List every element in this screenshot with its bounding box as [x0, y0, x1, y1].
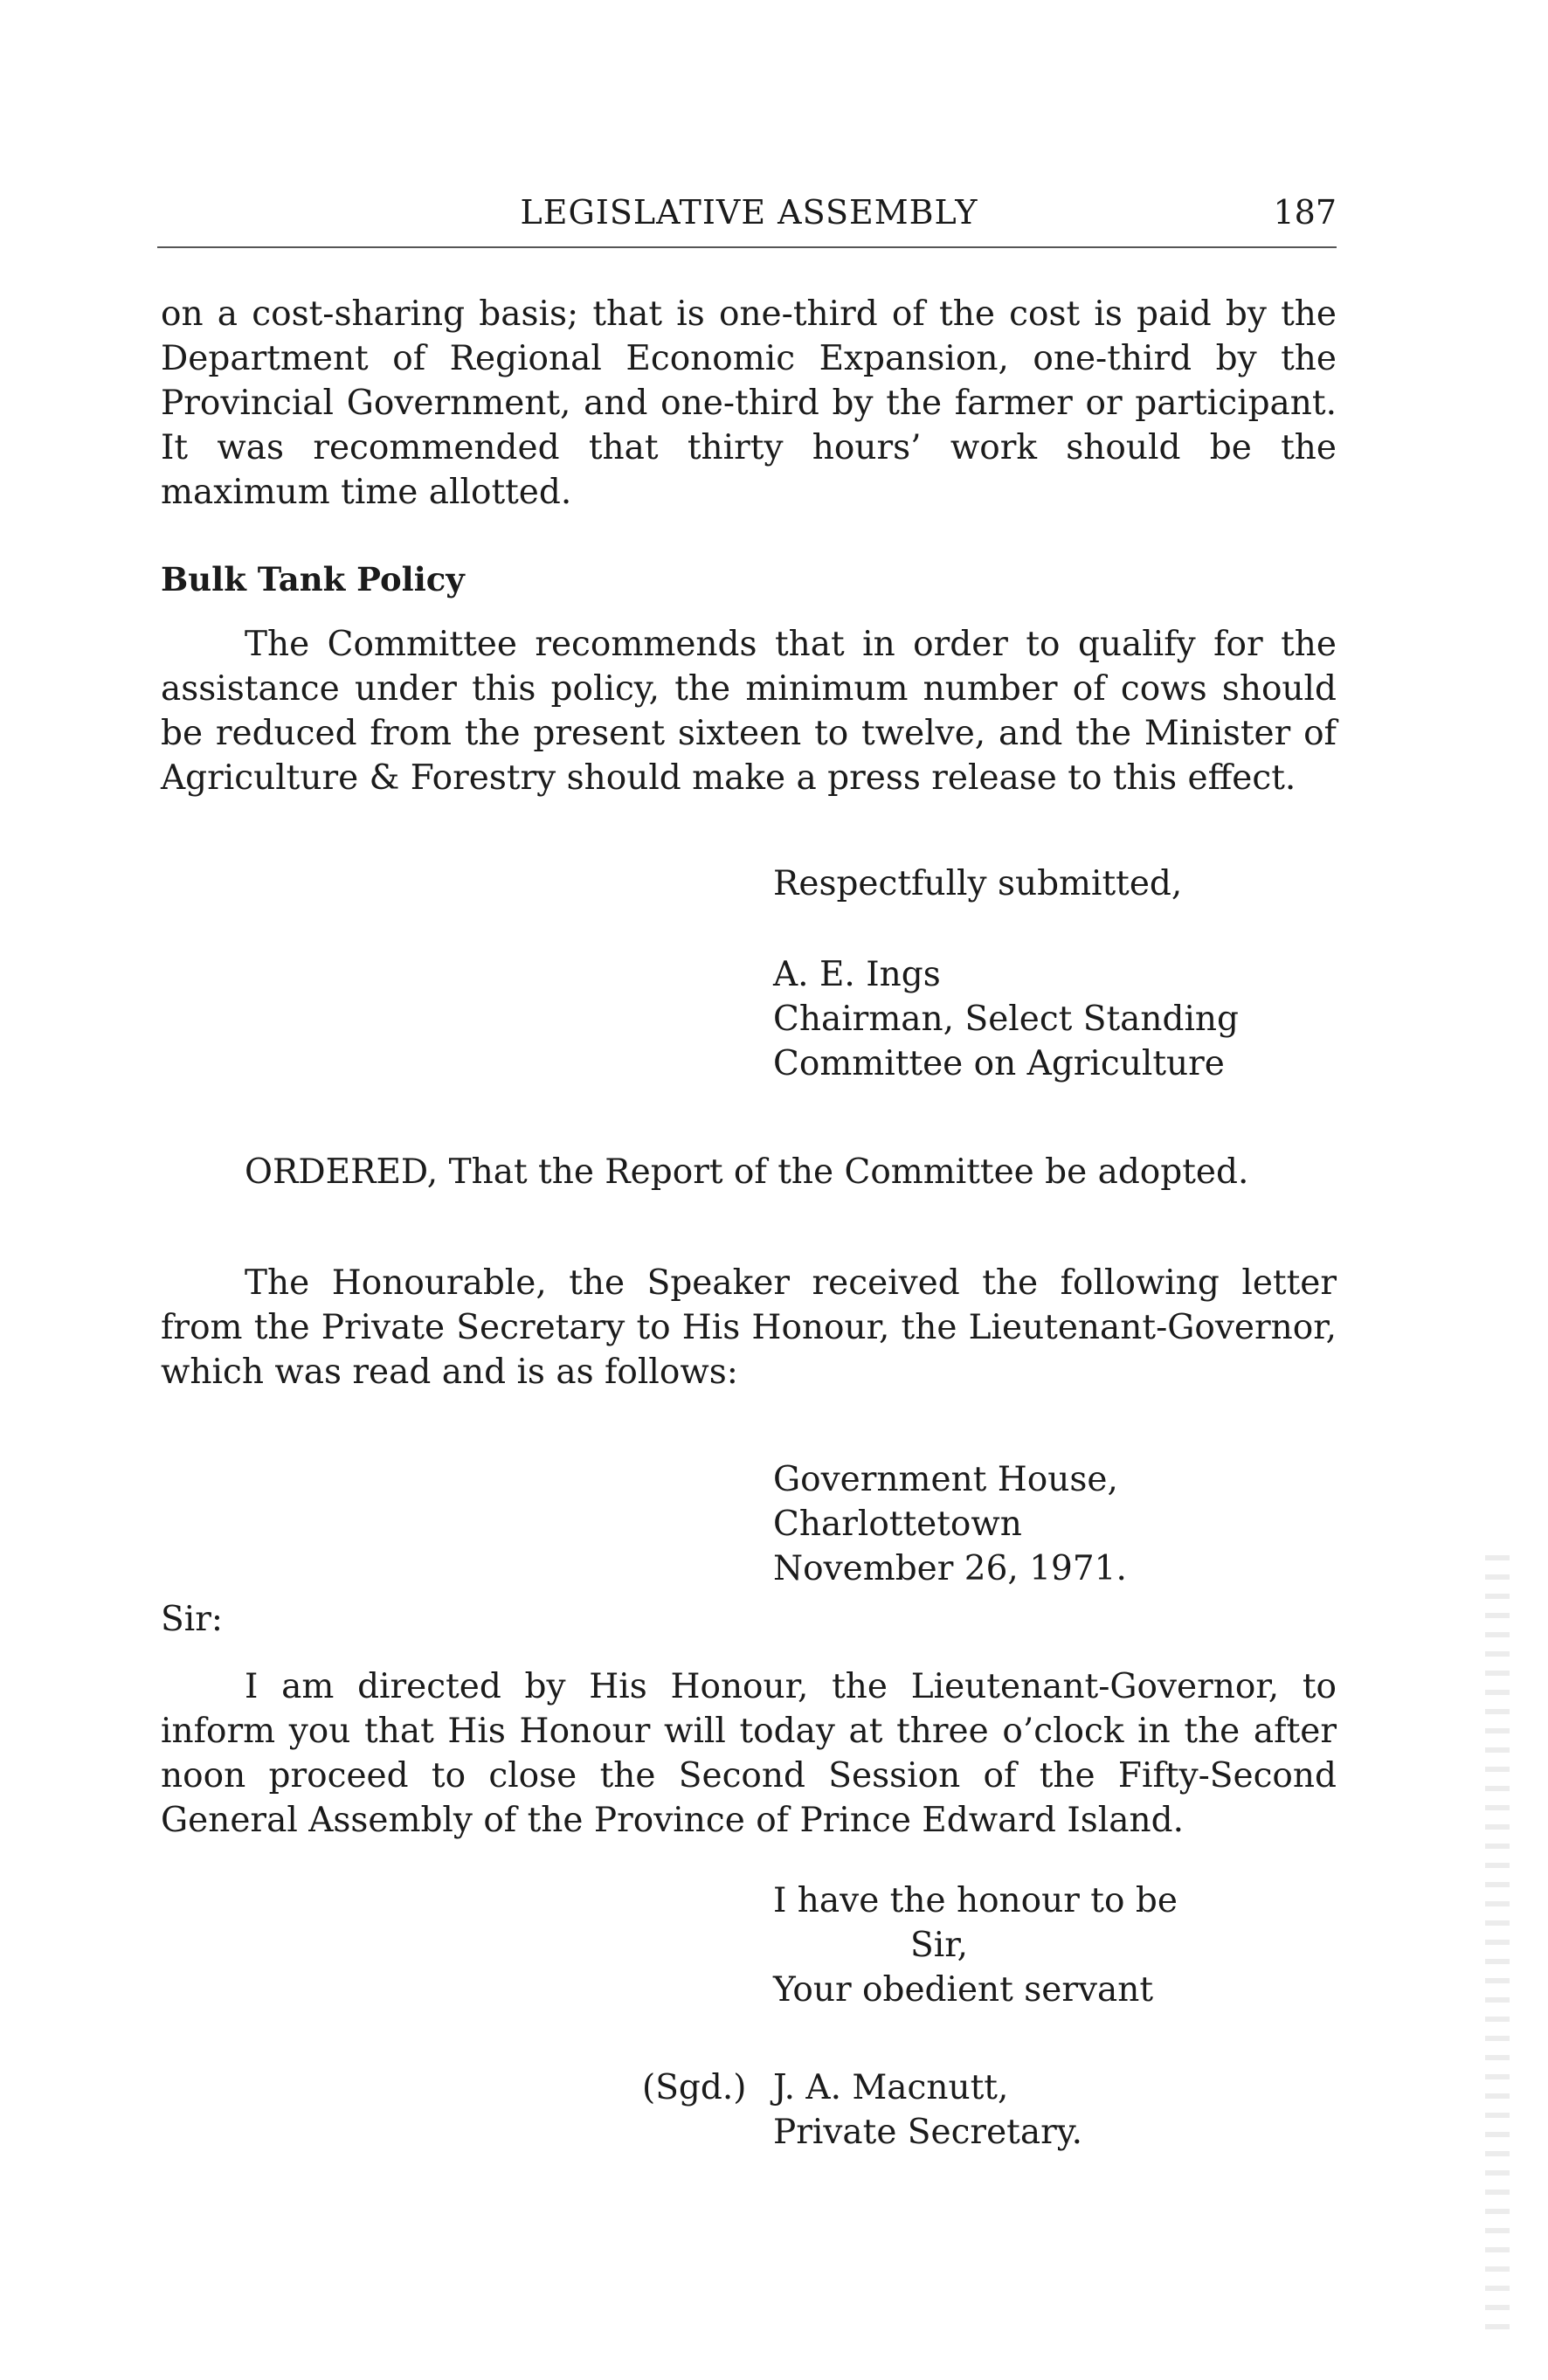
section-heading: Bulk Tank Policy — [161, 560, 465, 598]
signer-title: Private Secretary. — [773, 2113, 1082, 2152]
letter-salutation: Sir: — [161, 1600, 223, 1639]
address-line2: Charlottetown — [773, 1505, 1022, 1544]
ordered-paragraph: ORDERED, That the Report of the Committee be adopted. — [245, 1152, 1249, 1192]
closing-line2: Sir, — [910, 1926, 968, 1965]
signer-name: J. A. Macnutt, — [773, 2068, 1009, 2107]
closing-line3: Your obedient servant — [773, 1970, 1154, 2010]
page-header — [162, 187, 1337, 238]
signature-closing: Respectfully submitted, — [773, 864, 1183, 903]
letter-signer — [773, 2065, 1082, 2155]
letter-address — [773, 1457, 1127, 1591]
letter-date: November 26, 1971. — [773, 1549, 1127, 1588]
signature-title-line1: Chairman, Select Standing — [773, 1000, 1240, 1039]
signature-title-line2: Committee on Agriculture — [773, 1044, 1225, 1083]
bulk-tank-paragraph: The Committee recommends that in order to qualify for the assistance under this policy, the minimum number of cows should be reduced from the present sixteen to twelve, and the Minister of Agriculture & Forestry should make a press release to this effect. — [161, 625, 1337, 798]
scan-edge-artifact — [1485, 1555, 1510, 2342]
letter-body: I am directed by His Honour, the Lieutenant-Governor, to inform you that His Honour will today at three o’clock in the after noon proceed to close the Second Session of the Fifty-Second General Assembly of the Province of Prince Edward Island. — [161, 1667, 1337, 1840]
speaker-paragraph: The Honourable, the Speaker received the following letter from the Private Secretary to His Honour, the Lieutenant-Governor, which was read and is as follows: — [161, 1263, 1337, 1392]
intro-paragraph: on a cost-sharing basis; that is one-third of the cost is paid by the Department of Regional Economic Expansion, one-third by the Provincial Government, and one-third by the farmer or participant. It was recommended that thirty hours’ work should be the maximum time allotted. — [161, 294, 1337, 512]
signature-name: A. E. Ings — [773, 955, 941, 994]
running-title: LEGISLATIVE ASSEMBLY — [520, 193, 978, 232]
address-line1: Government House, — [773, 1460, 1118, 1499]
header-divider — [157, 246, 1337, 248]
signed-prefix: (Sgd.) — [642, 2068, 747, 2107]
report-signature — [773, 861, 1239, 1086]
page-number: 187 — [1273, 193, 1337, 232]
letter-closing — [773, 1878, 1227, 2012]
closing-line1: I have the honour to be — [773, 1881, 1178, 1920]
